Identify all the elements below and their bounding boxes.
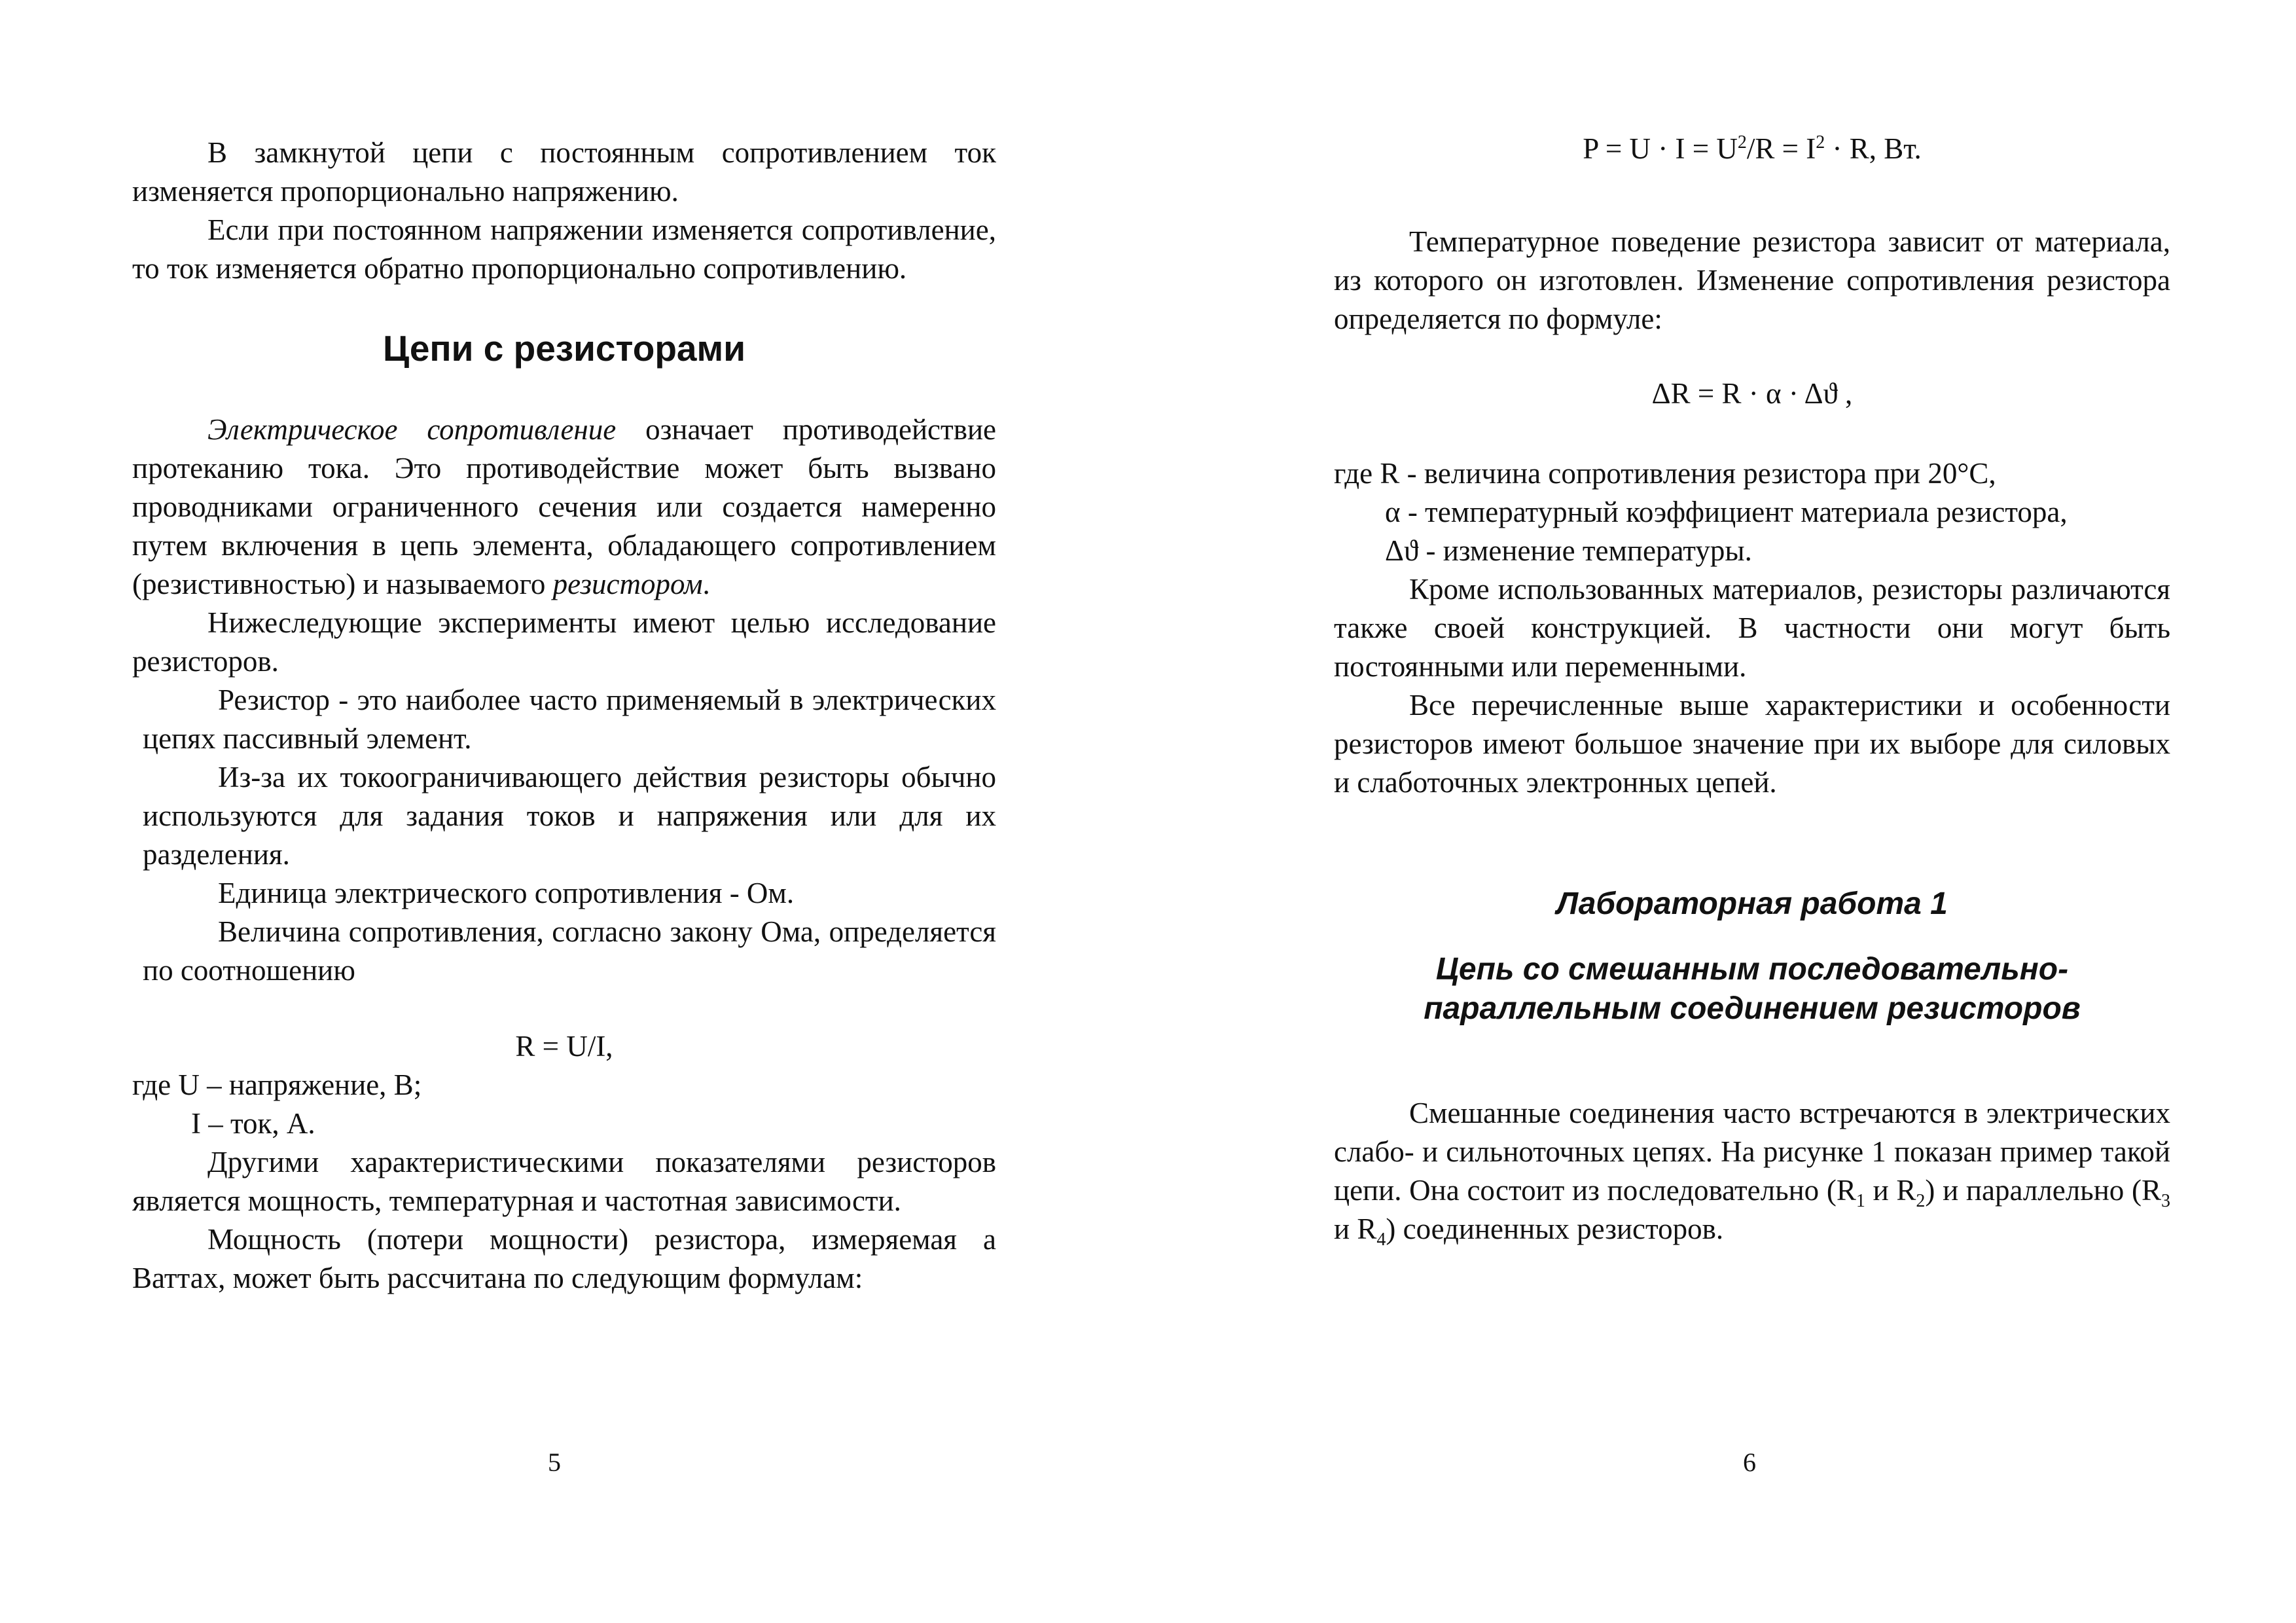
where-line: где U – напряжение, В; (132, 1068, 422, 1101)
paragraph: Другими характеристическими показателями резисторов является мощность, температурная и частотная зависимости. (132, 1146, 996, 1217)
lab-title: Лабораторная работа 1 (1556, 886, 1948, 921)
lab-subtitle-line: Цепь со смешанным последовательно- (1435, 952, 2069, 987)
paragraph (132, 410, 996, 604)
paragraph: Из-за их токоограничивающего действия резисторы обычно используются для задания токов и напряжения или для их разделения. (143, 761, 996, 871)
lab-subtitle-line: параллельным соединением резисторов (1424, 991, 2081, 1026)
paragraph (1334, 1094, 2170, 1249)
page-number: 5 (548, 1448, 561, 1477)
text-run: ) соединенных резисторов. (1386, 1213, 1724, 1245)
text-run: . (702, 568, 710, 600)
where-line: где R - величина сопротивления резистора при 20°С, (1334, 457, 1996, 490)
italic-term: резистором (552, 568, 703, 600)
where-line: I – ток, А. (191, 1107, 315, 1140)
text-run: · R, Вт. (1825, 132, 1922, 165)
text-run: Смешанные соединения часто встречаются в электрических слабо- и сильноточных цепях. На рисунке 1 показан пример такой цепи. Она состоит из последовательно (R (1334, 1097, 2170, 1207)
right-column (1334, 130, 2170, 1249)
formula-power (1334, 130, 2170, 168)
formula-ohm: R = U/I, (515, 1030, 613, 1063)
text-run: означает противодействие протеканию тока. Это противодействие может быть вызвано проводниками ограниченного сечения или создается намеренно путем включения в цепь элемента, обладающего сопротивлением (резистивностью) и называемого (132, 413, 996, 600)
italic-term: Электрическое сопротивление (207, 413, 617, 446)
superscript: 2 (1737, 132, 1747, 153)
text-run: и R (1334, 1213, 1377, 1245)
where-line: Δϑ - изменение температуры. (1385, 534, 1752, 567)
text-run: /R = I (1746, 132, 1816, 165)
subscript: 3 (2161, 1191, 2170, 1211)
page-number: 6 (1743, 1448, 1756, 1477)
superscript: 2 (1816, 132, 1825, 153)
subscript: 4 (1376, 1230, 1386, 1250)
lab-subtitle (1334, 950, 2170, 1029)
paragraph: Нижеследующие эксперименты имеют целью исследование резисторов. (132, 606, 996, 678)
formula-delta-r: ΔR = R · α · Δϑ , (1651, 377, 1853, 410)
text-run: и R (1865, 1174, 1916, 1207)
paragraph: Если при постоянном напряжении изменяется сопротивление, то ток изменяется обратно пропорционально сопротивлению. (132, 213, 996, 285)
paragraph: Температурное поведение резистора зависит от материала, из которого он изготовлен. Изменение сопротивления резистора определяется по формуле: (1334, 225, 2170, 335)
subscript: 1 (1856, 1191, 1865, 1211)
subscript: 2 (1916, 1191, 1926, 1211)
text-run: P = U · I = U (1583, 132, 1738, 165)
left-column (132, 134, 996, 1298)
page-right (1148, 0, 2296, 1623)
paragraph: Величина сопротивления, согласно закону Ома, определяется по соотношению (143, 915, 996, 987)
text-run: ) и параллельно (R (1925, 1174, 2161, 1207)
paragraph: Все перечисленные выше характеристики и особенности резисторов имеют большое значение при их выборе для силовых и слаботочных электронных цепей. (1334, 689, 2170, 799)
paragraph: Единица электрического сопротивления - Ом. (218, 877, 795, 909)
paragraph: Кроме использованных материалов, резисторы различаются также своей конструкцией. В частности они могут быть постоянными или переменными. (1334, 573, 2170, 683)
section-heading: Цепи с резисторами (382, 328, 746, 369)
paragraph: Мощность (потери мощности) резистора, измеряемая а Ваттах, может быть рассчитана по следующим формулам: (132, 1223, 996, 1294)
where-line: α - температурный коэффициент материала резистора, (1385, 496, 2068, 528)
paragraph: В замкнутой цепи с постоянным сопротивлением ток изменяется пропорционально напряжению. (132, 136, 996, 208)
paragraph: Резистор - это наиболее часто применяемый в электрических цепях пассивный элемент. (143, 684, 996, 755)
